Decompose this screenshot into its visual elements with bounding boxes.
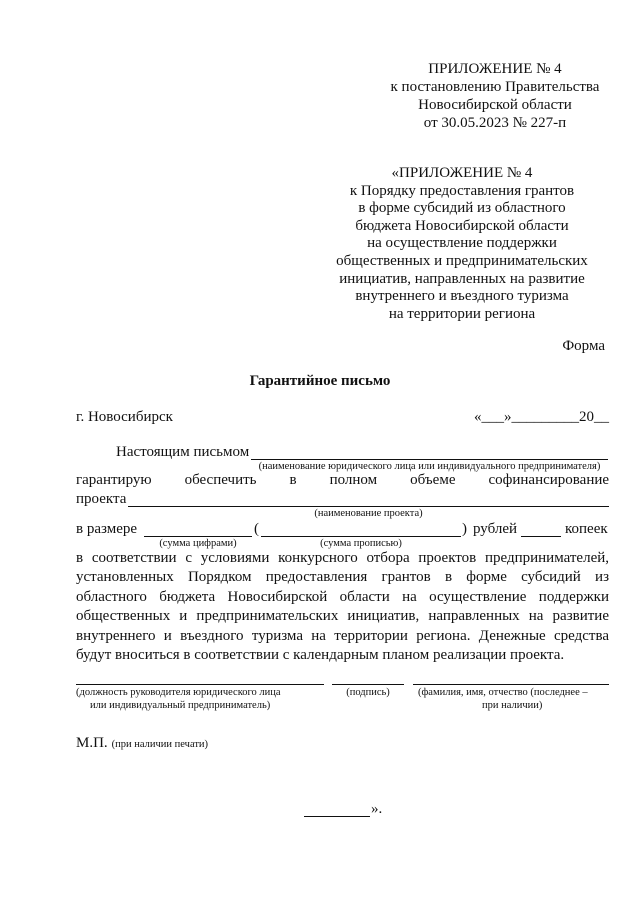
full-name-field[interactable]	[413, 684, 609, 685]
guarantee-word: в	[289, 472, 297, 488]
appendix-date: от 30.05.2023 № 227-п	[423, 115, 567, 131]
name-hint: при наличии)	[482, 700, 543, 711]
rubles-label: рублей	[473, 521, 518, 537]
procedure-line: внутреннего и въездного туризма	[355, 288, 569, 305]
signature-hint: (подпись)	[346, 687, 390, 698]
project-name-field[interactable]	[128, 506, 609, 507]
open-paren: (	[254, 521, 259, 537]
guarantee-word: софинансирование	[488, 472, 610, 488]
amount-words-field[interactable]	[261, 536, 461, 537]
city: г. Новосибирск	[76, 409, 173, 425]
guarantee-word: обеспечить	[184, 472, 257, 488]
procedure-line: бюджета Новосибирской области	[355, 217, 569, 234]
date-field[interactable]: «___»_________20__	[474, 409, 609, 425]
document-title: Гарантийное письмо	[249, 373, 391, 389]
procedure-line: «ПРИЛОЖЕНИЕ № 4	[391, 165, 533, 181]
stamp-label: М.П.	[76, 735, 108, 751]
procedure-line: на осуществление поддержки	[367, 235, 557, 252]
procedure-line: к Порядку предоставления грантов	[349, 182, 575, 199]
digits-hint: (сумма цифрами)	[159, 538, 237, 549]
procedure-header	[330, 165, 594, 323]
closing-line	[304, 816, 370, 817]
words-hint: (сумма прописью)	[320, 538, 402, 549]
closing-quote: ».	[371, 801, 383, 817]
procedure-line: в форме субсидий из областного	[358, 200, 566, 217]
form-label: Форма	[562, 338, 605, 354]
position-field[interactable]	[76, 684, 324, 685]
procedure-line: инициатив, направленных на развитие	[339, 270, 585, 287]
name-hint: (фамилия, имя, отчество (последнее –	[418, 687, 588, 698]
position-hint: (должность руководителя юридического лица	[76, 687, 281, 698]
signature-field[interactable]	[332, 684, 404, 685]
kopecks-label: копеек	[565, 521, 608, 537]
guarantee-line	[76, 472, 609, 489]
guarantee-word: гарантирую	[76, 472, 152, 488]
organization-name-field[interactable]	[251, 459, 608, 460]
guarantee-word: объеме	[410, 472, 456, 488]
body-paragraph: в соответствии с условиями конкурсного отбора проектов предпринимателей, установленных Порядком предоставления грантов в форме субсидий из областного бюджета Новосибирской области на осуществление поддержки общественных и предпринимательских инициатив, направленных на развитие внутреннего и въездного туризма на территории региона. Денежные средства будут вноситься в соответствии с календарным планом реализации проекта.	[76, 550, 609, 664]
stamp-area	[76, 734, 208, 752]
appendix-title: ПРИЛОЖЕНИЕ № 4	[428, 61, 562, 77]
project-label: проекта	[76, 491, 127, 507]
amount-label: в размере	[76, 521, 138, 537]
position-hint: или индивидуальный предприниматель)	[90, 700, 271, 711]
amount-digits-field[interactable]	[144, 536, 252, 537]
procedure-line: на территории региона	[388, 305, 536, 322]
kopecks-field[interactable]	[521, 536, 561, 537]
appendix-line: к постановлению Правительства	[390, 79, 600, 95]
organization-hint: (наименование юридического лица или индивидуального предпринимателя)	[258, 461, 601, 472]
stamp-hint: (при наличии печати)	[111, 739, 209, 750]
appendix-header	[370, 60, 620, 132]
guarantee-word: полном	[329, 472, 378, 488]
project-hint: (наименование проекта)	[314, 508, 423, 519]
appendix-line: Новосибирской области	[418, 97, 572, 113]
intro-text: Настоящим письмом	[116, 444, 250, 460]
procedure-line: общественных и предпринимательских	[336, 252, 588, 269]
close-paren: )	[462, 521, 467, 537]
